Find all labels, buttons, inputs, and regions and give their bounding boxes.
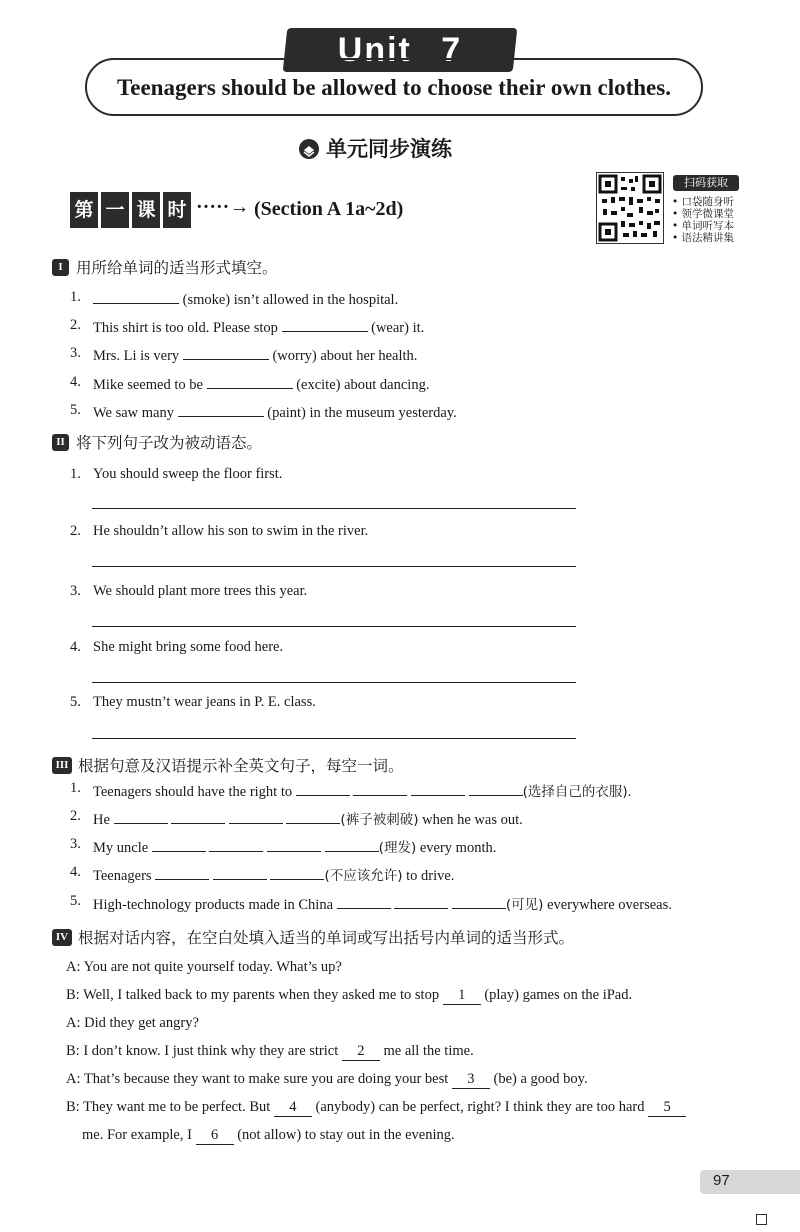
part-number: II xyxy=(52,434,69,451)
dialogue-line: A: Did they get angry? xyxy=(66,1015,199,1031)
question-text: (wear) it. xyxy=(371,320,425,336)
unit-title: Unit 7 xyxy=(337,31,463,69)
numbered-blank[interactable]: 3 xyxy=(452,1071,490,1089)
numbered-blank[interactable]: 4 xyxy=(274,1099,312,1117)
question-text: (excite) about dancing. xyxy=(296,377,430,393)
question-text: to drive. xyxy=(402,868,455,884)
qr-item: • 领学微课堂 xyxy=(672,208,735,220)
qr-item: • 口袋随身听 xyxy=(672,196,735,208)
question-number: 3. xyxy=(70,345,81,361)
question-number: 2. xyxy=(70,523,81,539)
answer-blank[interactable] xyxy=(286,809,340,824)
dialogue-text: me all the time. xyxy=(383,1043,474,1059)
question-line xyxy=(93,780,631,801)
question-text: High-technology products made in China xyxy=(93,897,334,913)
page-number: 97 xyxy=(713,1172,730,1189)
lesson-section: (Section A 1a~2d) xyxy=(254,198,404,220)
question-line xyxy=(93,317,424,337)
answer-blank[interactable] xyxy=(469,781,523,796)
lesson-badge-char: 课 xyxy=(132,192,160,228)
dialogue-text: (be) a good boy. xyxy=(493,1071,588,1087)
dialogue-line xyxy=(66,1043,474,1061)
answer-blank[interactable] xyxy=(152,837,206,852)
chinese-hint: (不应该允许) xyxy=(324,868,403,884)
question-text: Mrs. Li is very xyxy=(93,348,180,364)
numbered-blank[interactable]: 1 xyxy=(443,987,481,1005)
question-text: (paint) in the museum yesterday. xyxy=(267,405,457,421)
question-line xyxy=(93,864,454,885)
lesson-badge-char: 一 xyxy=(101,192,129,228)
question-line xyxy=(93,402,457,422)
answer-blank[interactable] xyxy=(209,837,263,852)
chinese-hint: (可见) xyxy=(505,897,544,913)
question-text: Mike seemed to be xyxy=(93,377,203,393)
numbered-blank[interactable]: 5 xyxy=(648,1099,686,1117)
part-title: 根据对话内容，在空白处填入适当的单词或写出括号内单词的适当形式。 xyxy=(78,929,575,947)
question-text: They mustn’t wear jeans in P. E. class. xyxy=(93,694,316,710)
answer-blank[interactable] xyxy=(267,837,321,852)
question-text: Teenagers xyxy=(93,868,152,884)
question-text: We saw many xyxy=(93,405,174,421)
answer-blank[interactable] xyxy=(411,781,465,796)
answer-line[interactable] xyxy=(92,626,576,627)
answer-line[interactable] xyxy=(92,566,576,567)
question-text: My uncle xyxy=(93,840,149,856)
question-text: We should plant more trees this year. xyxy=(93,583,308,599)
numbered-blank[interactable]: 6 xyxy=(196,1127,234,1145)
answer-line[interactable] xyxy=(92,738,576,739)
answer-blank[interactable] xyxy=(452,894,506,909)
lesson-badge xyxy=(70,192,194,230)
corner-logo-icon xyxy=(756,1214,767,1225)
part-title: 根据句意及汉语提示补全英文句子，每空一词。 xyxy=(78,757,404,775)
dialogue-text: B: I don’t know. I just think why they are strict xyxy=(66,1043,339,1059)
dialogue-text: (not allow) to stay out in the evening. xyxy=(237,1127,455,1143)
answer-blank[interactable] xyxy=(337,894,391,909)
question-number: 3. xyxy=(70,836,81,852)
question-number: 4. xyxy=(70,864,81,880)
question-line xyxy=(93,893,672,914)
question-line xyxy=(93,836,496,857)
qr-tag: 扫码获取 xyxy=(673,175,739,191)
question-text: She might bring some food here. xyxy=(93,639,284,655)
dialogue-text: (play) games on the iPad. xyxy=(484,987,633,1003)
question-number: 5. xyxy=(70,402,81,418)
question-number: 3. xyxy=(70,583,81,599)
question-number: 2. xyxy=(70,808,81,824)
dialogue-text: B: Well, I talked back to my parents when they asked me to stop xyxy=(66,987,440,1003)
chinese-hint: (裤子被刺破) xyxy=(340,812,419,828)
answer-line[interactable] xyxy=(92,508,576,509)
part-number: I xyxy=(52,259,69,276)
question-text: . xyxy=(627,784,632,800)
qr-item: • 单词听写本 xyxy=(672,220,735,232)
question-number: 1. xyxy=(70,289,81,305)
part-title: 将下列句子改为被动语态。 xyxy=(76,434,263,452)
dialogue-text: B: They want me to be perfect. But xyxy=(66,1099,271,1115)
question-text: every month. xyxy=(416,840,497,856)
answer-blank[interactable] xyxy=(282,317,368,332)
answer-blank[interactable] xyxy=(171,809,225,824)
answer-blank[interactable] xyxy=(183,345,269,360)
question-text: when he was out. xyxy=(418,812,523,828)
question-line xyxy=(93,374,429,394)
lesson-badge-char: 第 xyxy=(70,192,98,228)
dialogue-line xyxy=(66,987,632,1005)
answer-blank[interactable] xyxy=(229,809,283,824)
arrow-icon: ·····→ xyxy=(196,196,250,218)
answer-blank[interactable] xyxy=(155,865,209,880)
dialogue-line xyxy=(82,1127,455,1145)
part-title: 用所给单词的适当形式填空。 xyxy=(76,259,278,277)
question-text: (worry) about her health. xyxy=(272,348,418,364)
chinese-hint: (理发) xyxy=(378,840,417,856)
question-number: 4. xyxy=(70,374,81,390)
question-line xyxy=(93,289,398,309)
numbered-blank[interactable]: 2 xyxy=(342,1043,380,1061)
question-number: 4. xyxy=(70,639,81,655)
dialogue-text: me. For example, I xyxy=(82,1127,192,1143)
question-number: 2. xyxy=(70,317,81,333)
question-line xyxy=(93,808,523,829)
question-text: (smoke) isn’t allowed in the hospital. xyxy=(182,292,399,308)
question-text: Teenagers should have the right to xyxy=(93,784,293,800)
part-number: III xyxy=(52,757,72,774)
answer-blank[interactable] xyxy=(114,809,168,824)
dialogue-text: A: That’s because they want to make sure you are doing your best xyxy=(66,1071,449,1087)
lesson-badge-char: 时 xyxy=(163,192,191,228)
section-title: 单元同步演练 xyxy=(326,137,452,161)
answer-blank[interactable] xyxy=(207,374,293,389)
answer-line[interactable] xyxy=(92,682,576,683)
question-text: He xyxy=(93,812,110,828)
answer-blank[interactable] xyxy=(93,289,179,304)
question-text: everywhere overseas. xyxy=(543,897,672,913)
answer-blank[interactable] xyxy=(178,402,264,417)
dialogue-line: A: You are not quite yourself today. What’s up? xyxy=(66,959,342,975)
answer-blank[interactable] xyxy=(353,781,407,796)
dialogue-line xyxy=(66,1071,588,1089)
answer-blank[interactable] xyxy=(325,837,379,852)
answer-blank[interactable] xyxy=(270,865,324,880)
qr-item: • 语法精讲集 xyxy=(672,232,735,244)
answer-blank[interactable] xyxy=(213,865,267,880)
question-line xyxy=(93,345,417,365)
dialogue-line xyxy=(66,1099,686,1117)
question-number: 1. xyxy=(70,780,81,796)
qr-code-icon[interactable] xyxy=(596,172,664,244)
cube-icon xyxy=(298,138,320,160)
question-number: 1. xyxy=(70,466,81,482)
answer-blank[interactable] xyxy=(394,894,448,909)
answer-blank[interactable] xyxy=(296,781,350,796)
part-number: IV xyxy=(52,929,72,946)
chinese-hint: (选择自己的衣服) xyxy=(522,784,628,800)
question-text: This shirt is too old. Please stop xyxy=(93,320,278,336)
question-text: He shouldn’t allow his son to swim in the river. xyxy=(93,523,369,539)
unit-subtitle: Teenagers should be allowed to choose their own clothes. xyxy=(117,75,671,100)
question-text: You should sweep the floor first. xyxy=(93,466,283,482)
question-number: 5. xyxy=(70,694,81,710)
question-number: 5. xyxy=(70,893,81,909)
dialogue-text: (anybody) can be perfect, right? I think they are too hard xyxy=(315,1099,645,1115)
